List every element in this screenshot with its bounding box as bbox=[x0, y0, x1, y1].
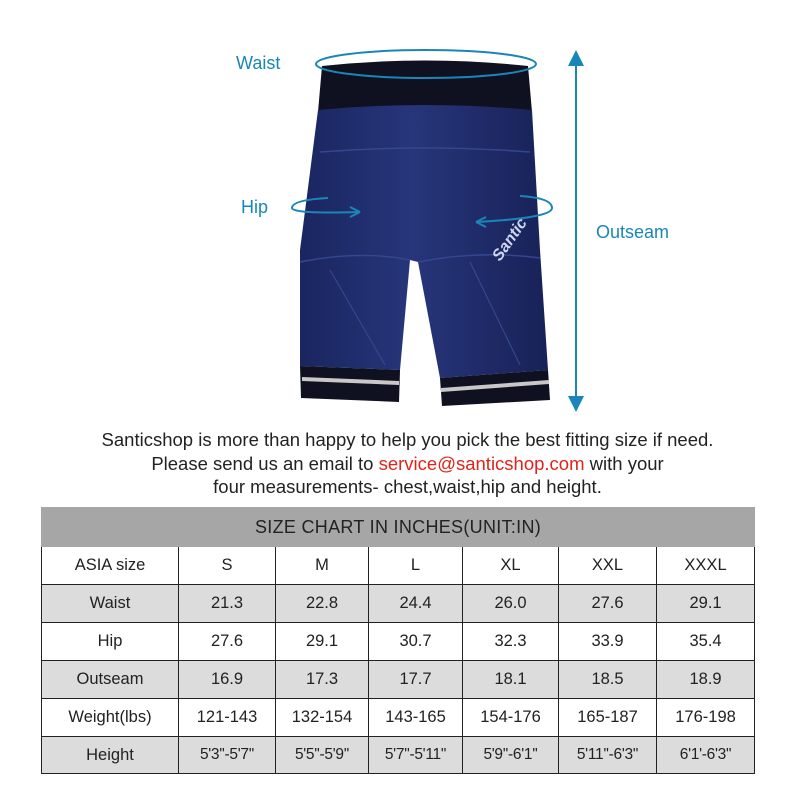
header-cell: S bbox=[179, 547, 276, 585]
table-cell: 22.8 bbox=[276, 585, 369, 623]
table-cell: 18.9 bbox=[657, 661, 755, 699]
message-line-3: four measurements- chest,waist,hip and height. bbox=[213, 476, 602, 497]
table-cell: 5'3''-5'7'' bbox=[179, 737, 276, 774]
shorts-body bbox=[300, 61, 550, 407]
row-label: Waist bbox=[42, 585, 179, 623]
header-cell: ASIA size bbox=[42, 547, 179, 585]
table-title: SIZE CHART IN INCHES(UNIT:IN) bbox=[42, 508, 755, 547]
table-cell: 27.6 bbox=[179, 623, 276, 661]
table-row-waist bbox=[42, 585, 755, 623]
table-cell: 27.6 bbox=[559, 585, 657, 623]
message-line-2-before: Please send us an email to bbox=[151, 452, 379, 474]
row-label: Hip bbox=[42, 623, 179, 661]
message-line-2 bbox=[0, 452, 800, 476]
table-cell: 6'1'-6'3'' bbox=[657, 737, 755, 774]
brand-mark: Santic bbox=[489, 215, 531, 265]
table-cell: 29.1 bbox=[657, 585, 755, 623]
table-cell: 30.7 bbox=[369, 623, 463, 661]
table-cell: 32.3 bbox=[463, 623, 559, 661]
table-cell: 165-187 bbox=[559, 699, 657, 737]
table-row-height bbox=[42, 737, 755, 774]
table-header-row bbox=[42, 547, 755, 585]
table-row-outseam bbox=[42, 661, 755, 699]
table-cell: 5'7''-5'11'' bbox=[369, 737, 463, 774]
table-row-hip bbox=[42, 623, 755, 661]
row-label: Height bbox=[42, 737, 179, 774]
table-cell: 121-143 bbox=[179, 699, 276, 737]
table-cell: 5'9''-6'1'' bbox=[463, 737, 559, 774]
header-cell: XXL bbox=[559, 547, 657, 585]
table-cell: 35.4 bbox=[657, 623, 755, 661]
table-cell: 33.9 bbox=[559, 623, 657, 661]
email-link[interactable]: service@santicshop.com bbox=[378, 452, 585, 474]
row-label: Weight(lbs) bbox=[42, 699, 179, 737]
table-cell: 18.5 bbox=[559, 661, 657, 699]
table-cell: 5'11''-6'3'' bbox=[559, 737, 657, 774]
row-label: Outseam bbox=[42, 661, 179, 699]
waist-label: Waist bbox=[236, 53, 281, 73]
size-chart-table bbox=[41, 507, 755, 774]
header-cell: XXXL bbox=[657, 547, 755, 585]
table-cell: 17.7 bbox=[369, 661, 463, 699]
message-line-1: Santicshop is more than happy to help you pick the best fitting size if need. bbox=[101, 429, 714, 450]
contact-message bbox=[0, 428, 800, 499]
table-cell: 26.0 bbox=[463, 585, 559, 623]
hip-label: Hip bbox=[241, 197, 269, 217]
table-row-weight bbox=[42, 699, 755, 737]
header-cell: XL bbox=[463, 547, 559, 585]
table-cell: 176-198 bbox=[657, 699, 755, 737]
header-cell: M bbox=[276, 547, 369, 585]
table-cell: 143-165 bbox=[369, 699, 463, 737]
table-cell: 5'5''-5'9'' bbox=[276, 737, 369, 774]
table-cell: 17.3 bbox=[276, 661, 369, 699]
outseam-label: Outseam bbox=[596, 222, 670, 242]
table-cell: 24.4 bbox=[369, 585, 463, 623]
message-line-2-after: with your bbox=[584, 452, 664, 474]
table-cell: 154-176 bbox=[463, 699, 559, 737]
header-cell: L bbox=[369, 547, 463, 585]
table-cell: 132-154 bbox=[276, 699, 369, 737]
table-cell: 21.3 bbox=[179, 585, 276, 623]
table-cell: 18.1 bbox=[463, 661, 559, 699]
table-cell: 29.1 bbox=[276, 623, 369, 661]
table-cell: 16.9 bbox=[179, 661, 276, 699]
